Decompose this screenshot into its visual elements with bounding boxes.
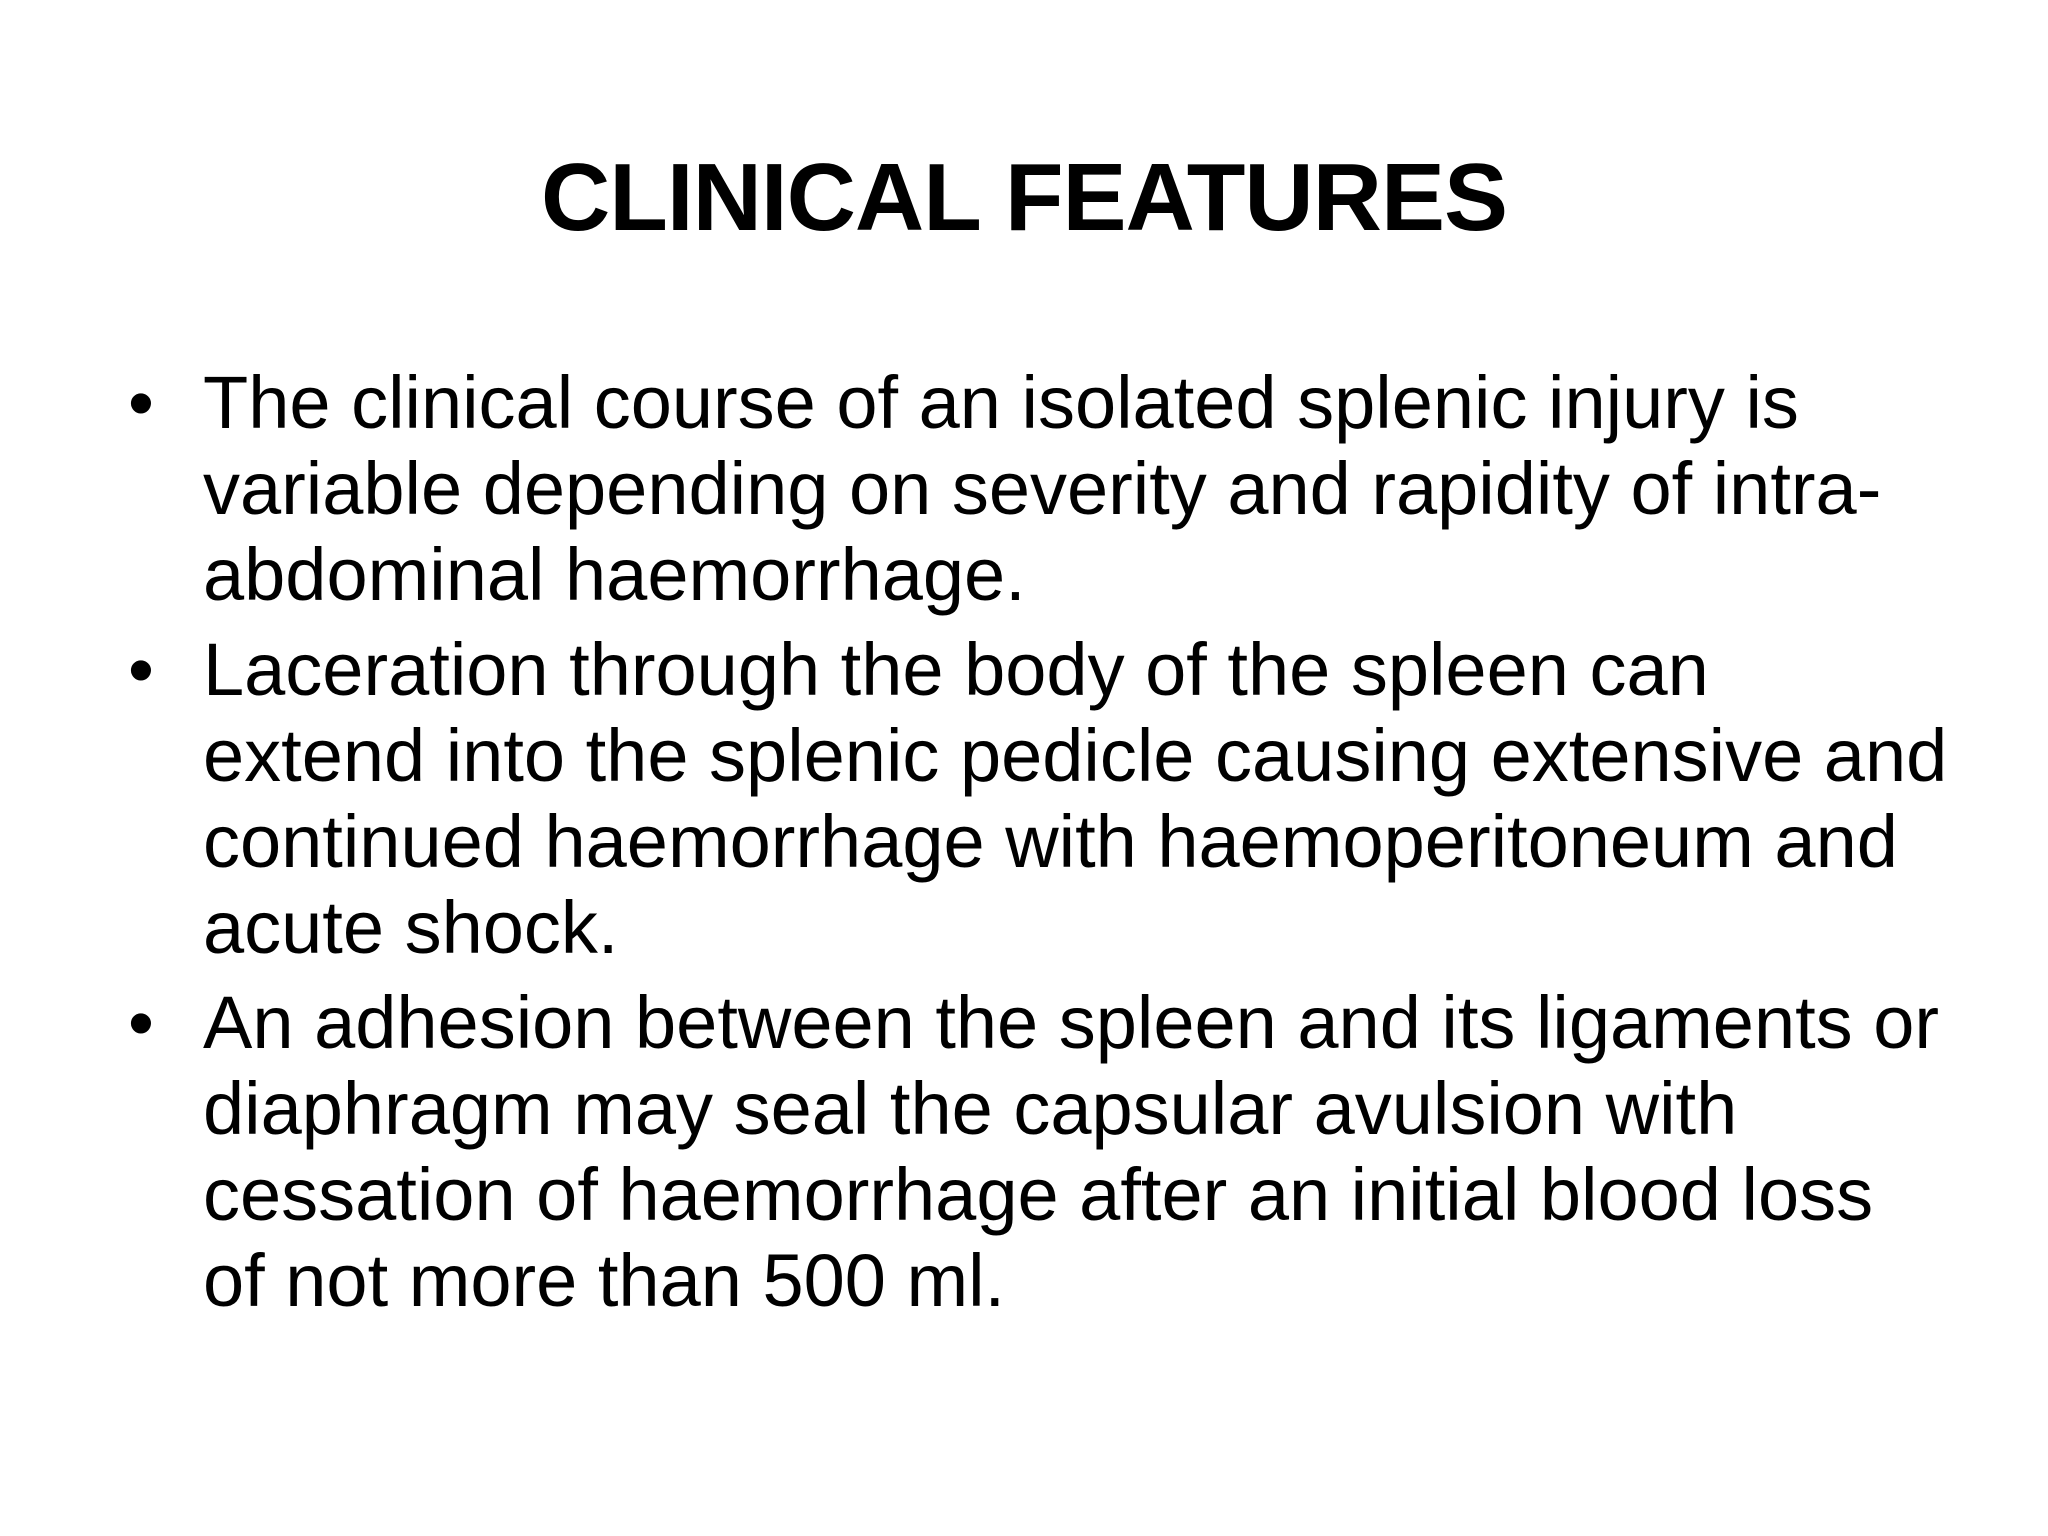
bullet-text: The clinical course of an isolated splenic injury is variable depending on severity and rapidity of intra-abdominal haemorrhage. [203, 361, 1882, 616]
bullet-item-course [128, 360, 1948, 618]
bullet-item-laceration [128, 627, 1948, 971]
bullet-icon: • [128, 361, 154, 444]
bullet-list [128, 360, 1948, 1333]
bullet-item-adhesion [128, 980, 1948, 1324]
bullet-text: An adhesion between the spleen and its ligaments or diaphragm may seal the capsular avulsion with cessation of haemorrhage after an initial blood loss of not more than 500 ml. [203, 981, 1940, 1322]
bullet-icon: • [128, 628, 154, 711]
bullet-text: Laceration through the body of the spleen can extend into the splenic pedicle causing extensive and continued haemorrhage with haemoperitoneum and acute shock. [203, 628, 1948, 969]
bullet-icon: • [128, 981, 154, 1064]
slide-title: CLINICAL FEATURES [540, 144, 1508, 251]
